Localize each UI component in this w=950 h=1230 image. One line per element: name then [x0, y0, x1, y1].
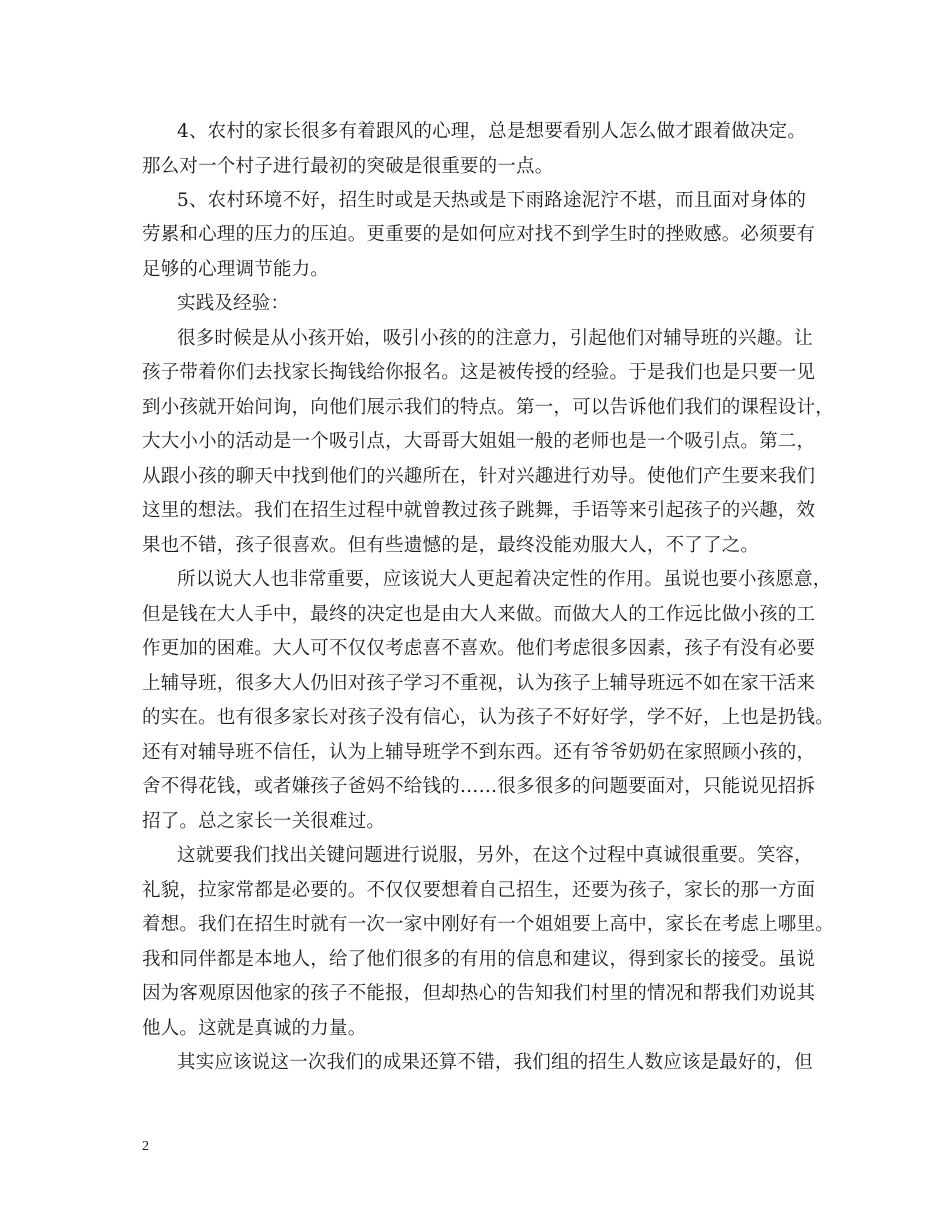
text-line: 4、农村的家长很多有着跟风的心理，总是想要看别人怎么做才跟着做决定。: [177, 121, 807, 142]
text-line: 这就要我们找出关键问题进行说服，另外，在这个过程中真诚很重要。笑容，: [177, 845, 813, 866]
text-line: 作更加的困难。大人可不仅仅考虑喜不喜欢。他们考虑很多因素，孩子有没有必要: [142, 638, 816, 659]
text-line: 足够的心理调节能力。: [142, 259, 330, 280]
text-line: 5、农村环境不好，招生时或是天热或是下雨路途泥泞不堪，而且面对身体的: [177, 190, 807, 211]
section-heading: 实践及经验：: [177, 293, 290, 314]
text-line: 着想。我们在招生时就有一次一家中刚好有一个姐姐要上高中，家长在考虑上哪里。: [142, 914, 834, 935]
text-line: 礼貌，拉家常都是必要的。不仅仅要想着自己招生，还要为孩子，家长的那一方面: [142, 880, 816, 901]
page-number: 2: [142, 1139, 149, 1154]
text-line: 所以说大人也非常重要，应该说大人更起着决定性的作用。虽说也要小孩愿意，: [177, 569, 832, 590]
text-line: 大大小小的活动是一个吸引点，大哥哥大姐姐一般的老师也是一个吸引点。第二，: [142, 431, 816, 452]
text-line: 劳累和心理的压力的压迫。更重要的是如何应对找不到学生时的挫败感。必须要有: [142, 224, 816, 245]
text-line: 这里的想法。我们在招生过程中就曾教过孩子跳舞，手语等来引起孩子的兴趣，效: [142, 500, 816, 521]
text-line: 因为客观原因他家的孩子不能报，但却热心的告知我们村里的情况和帮我们劝说其: [142, 983, 816, 1004]
text-line: 很多时候是从小孩开始，吸引小孩的的注意力，引起他们对辅导班的兴趣。让: [177, 328, 813, 349]
text-line: 那么对一个村子进行最初的突破是很重要的一点。: [142, 156, 554, 177]
text-line: 招了。总之家长一关很难过。: [142, 811, 386, 832]
text-line: 从跟小孩的聊天中找到他们的兴趣所在，针对兴趣进行劝导。使他们产生要来我们: [142, 466, 816, 487]
text-line: 到小孩就开始问询，向他们展示我们的特点。第一，可以告诉他们我们的课程设计，: [142, 397, 834, 418]
text-line: 舍不得花钱，或者嫌孩子爸妈不给钱的……很多很多的问题要面对，只能说见招拆: [142, 776, 816, 797]
text-line: 但是钱在大人手中，最终的决定也是由大人来做。而做大人的工作远比做小孩的工: [142, 604, 816, 625]
text-line: 我和同伴都是本地人，给了他们很多的有用的信息和建议，得到家长的接受。虽说: [142, 949, 816, 970]
text-line: 其实应该说这一次我们的成果还算不错，我们组的招生人数应该是最好的，但: [177, 1052, 813, 1073]
text-line: 他人。这就是真诚的力量。: [142, 1018, 367, 1039]
text-line: 的实在。也有很多家长对孩子没有信心，认为孩子不好好学，学不好，上也是扔钱。: [142, 707, 834, 728]
text-line: 还有对辅导班不信任，认为上辅导班学不到东西。还有爷爷奶奶在家照顾小孩的，: [142, 742, 816, 763]
text-line: 孩子带着你们去找家长掏钱给你报名。这是被传授的经验。于是我们也是只要一见: [142, 362, 816, 383]
text-line: 上辅导班，很多大人仍旧对孩子学习不重视，认为孩子上辅导班远不如在家干活来: [142, 673, 816, 694]
text-line: 果也不错，孩子很喜欢。但有些遗憾的是，最终没能劝服大人，不了了之。: [142, 535, 760, 556]
